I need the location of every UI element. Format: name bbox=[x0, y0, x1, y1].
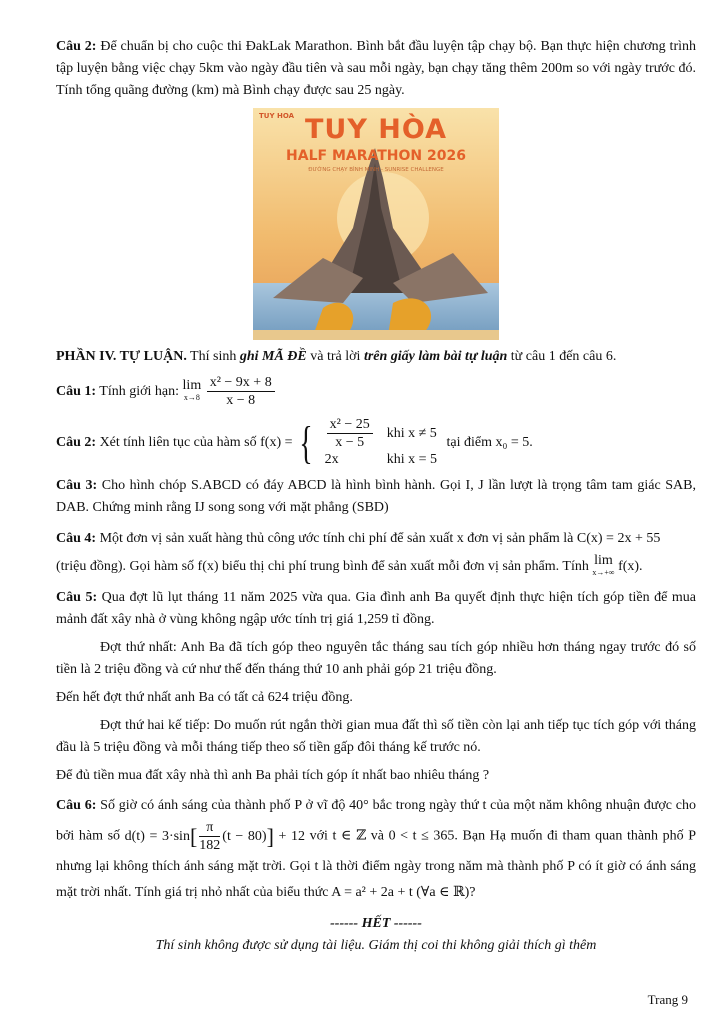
daylight-function bbox=[124, 820, 310, 853]
pi-fraction bbox=[199, 819, 220, 854]
fraction-denominator: x − 5 bbox=[335, 435, 365, 450]
limit-subscript: x→8 bbox=[183, 392, 200, 402]
page-number: Trang 9 bbox=[647, 992, 688, 1007]
question-6 bbox=[56, 793, 696, 906]
question-5-para-4: Để đủ tiền mua đất xây nhà thì anh Ba phải tích góp ít nhất bao nhiêu tháng ? bbox=[56, 768, 490, 783]
question-text: tại điểm x₀ = 5. bbox=[443, 434, 533, 450]
part-intro: và trả lời bbox=[306, 349, 364, 364]
limit-expression: f(x). bbox=[614, 559, 643, 574]
left-bracket-icon: [ bbox=[189, 823, 198, 849]
question-text: Tính giới hạn: bbox=[96, 384, 183, 399]
question-4 bbox=[56, 525, 696, 581]
part-intro: từ câu 1 đến câu 6. bbox=[507, 349, 617, 364]
function-constant: + 12 bbox=[273, 828, 306, 844]
limit-subscript: x→+∞ bbox=[592, 567, 615, 577]
banner-tagline: ĐƯỜNG CHẠY BÌNH MINH - SUNRISE CHALLENGE bbox=[308, 167, 444, 173]
case-condition: khi x = 5 bbox=[386, 452, 438, 467]
banner-title: TUY HÒA bbox=[304, 114, 447, 145]
case-row bbox=[319, 451, 443, 469]
question-2-piecewise bbox=[56, 416, 696, 469]
question-text: Để chuẩn bị cho cuộc thi ĐakLak Marathon. Bình bắt đầu luyện tập chạy bộ. Bạn thực hiện chương trình tập luyện bằng việc chạy 5km vào ngày đầu tiên và sau mỗi ngày, bạn chạy tăng thêm 200m so với ngày trước đó. Tính tổng quãng đường (km) mà Bình chạy được sau 25 ngày. bbox=[56, 39, 696, 98]
part-intro-emph: ghi MÃ ĐỀ bbox=[239, 349, 307, 364]
question-label: Câu 2: bbox=[56, 434, 97, 450]
part-intro-emph: trên giấy làm bài tự luận bbox=[363, 349, 508, 364]
limit-fraction bbox=[207, 374, 275, 409]
function-lhs: d(t) = 3·sin bbox=[124, 828, 190, 844]
fraction-numerator: x² − 25 bbox=[327, 416, 373, 434]
right-bracket-icon: ] bbox=[266, 823, 274, 849]
question-label: Câu 3: bbox=[56, 478, 98, 493]
piecewise-function bbox=[260, 416, 443, 469]
limit-operator bbox=[592, 552, 615, 579]
question-text: Cho hình chóp S.ABCD có đáy ABCD là hình bình hành. Gọi I, J lần lượt là trọng tâm tam giác SAB, DAB. Chứng minh rằng IJ song song với mặt phẳng (SBD) bbox=[56, 478, 697, 515]
question-label: Câu 4: bbox=[56, 531, 97, 546]
function-name: f(x) = bbox=[260, 434, 293, 450]
small-logo: TUY HOA bbox=[259, 112, 295, 120]
exam-footer bbox=[56, 916, 696, 954]
question-5-para-3: Đợt thứ hai kế tiếp: Do muốn rút ngắn thời gian mua đất thì số tiền còn lại anh tiếp tục tích góp với tháng đầu là 5 triệu đồng và mỗi tháng tiếp theo số tiền gấp đôi tháng kế trước nó. bbox=[56, 718, 696, 755]
question-5 bbox=[56, 587, 696, 631]
question-text: (triệu đồng). Gọi hàm số f(x) biểu thị chi phí trung bình để sản xuất mỗi đơn vị sản phẩm. Tính bbox=[56, 559, 593, 574]
banner-subtitle: HALF MARATHON 2026 bbox=[286, 148, 466, 164]
part-title: PHẦN IV. TỰ LUẬN. bbox=[56, 349, 187, 364]
question-text: Xét tính liên tục của hàm số bbox=[96, 434, 261, 450]
question-label: Câu 2: bbox=[56, 39, 97, 54]
fraction-numerator: x² − 9x + 8 bbox=[207, 374, 275, 392]
case-condition: khi x ≠ 5 bbox=[386, 425, 437, 441]
exam-page bbox=[56, 36, 696, 954]
case-expression: 2x bbox=[324, 452, 339, 467]
question-2-top bbox=[56, 36, 696, 102]
case-row bbox=[319, 416, 443, 451]
question-text: với t ∈ ℤ và 0 < t ≤ 365. Bạn Hạ muốn đi tham quan thành phố P nhưng lại không thích ánh sáng mặt trời. Gọi t là thời điểm ngày trong năm mà thành phố P có ít giờ có ánh sáng mặt trời nhất. Tính giá trị nhỏ nhất của biểu thức A = a² + 2a + t (∀a ∈ ℝ)? bbox=[56, 828, 697, 900]
question-text: Qua đợt lũ lụt tháng 11 năm 2025 vừa qua. Gia đình anh Ba quyết định thực hiện tích góp tiền để mua mảnh đất xây nhà ở vùng không ngập ước tính trị giá 1,259 tỉ đồng. bbox=[56, 590, 697, 627]
case-fraction bbox=[327, 416, 373, 451]
question-3 bbox=[56, 475, 696, 519]
limit-symbol: lim bbox=[182, 377, 202, 393]
fraction-numerator: π bbox=[199, 819, 220, 837]
end-marker: ------ HẾT ------ bbox=[330, 916, 422, 931]
brace-icon: { bbox=[298, 416, 313, 468]
part-intro: Thí sinh bbox=[186, 349, 240, 364]
question-5-para-1: Đợt thứ nhất: Anh Ba đã tích góp theo nguyên tắc tháng sau tích góp nhiều hơn tháng ngay trước đó số tiền là 2 triệu đồng và cứ như thế đến tháng thứ 10 anh phải góp 21 triệu đồng. bbox=[56, 640, 696, 677]
cases-table bbox=[319, 416, 443, 469]
fraction-denominator: x − 8 bbox=[226, 393, 256, 409]
question-text: Một đơn vị sản xuất hàng thủ công ước tính chi phí để sản xuất x đơn vị sản phẩm là C(x) = 2x + 55 bbox=[96, 531, 661, 546]
question-text: Số giờ có ánh sáng của thành phố P ở vĩ độ 40° bắc trong ngày thứ t của một năm không nhuận được cho bởi hàm số bbox=[56, 798, 696, 844]
question-label: Câu 1: bbox=[56, 384, 97, 399]
function-arg: (t − 80) bbox=[222, 828, 267, 844]
marathon-banner bbox=[253, 108, 499, 340]
part-4-heading bbox=[56, 346, 696, 368]
footer-note: Thí sinh không được sử dụng tài liệu. Giám thị coi thi không giải thích gì thêm bbox=[155, 938, 597, 953]
limit-operator bbox=[182, 377, 202, 404]
fraction-denominator: 182 bbox=[199, 838, 221, 853]
question-label: Câu 6: bbox=[56, 798, 97, 813]
question-1 bbox=[56, 374, 696, 410]
question-label: Câu 5: bbox=[56, 590, 98, 605]
question-5-para-2: Đến hết đợt thứ nhất anh Ba có tất cả 624 triệu đồng. bbox=[56, 690, 353, 705]
limit-symbol: lim bbox=[594, 552, 613, 568]
